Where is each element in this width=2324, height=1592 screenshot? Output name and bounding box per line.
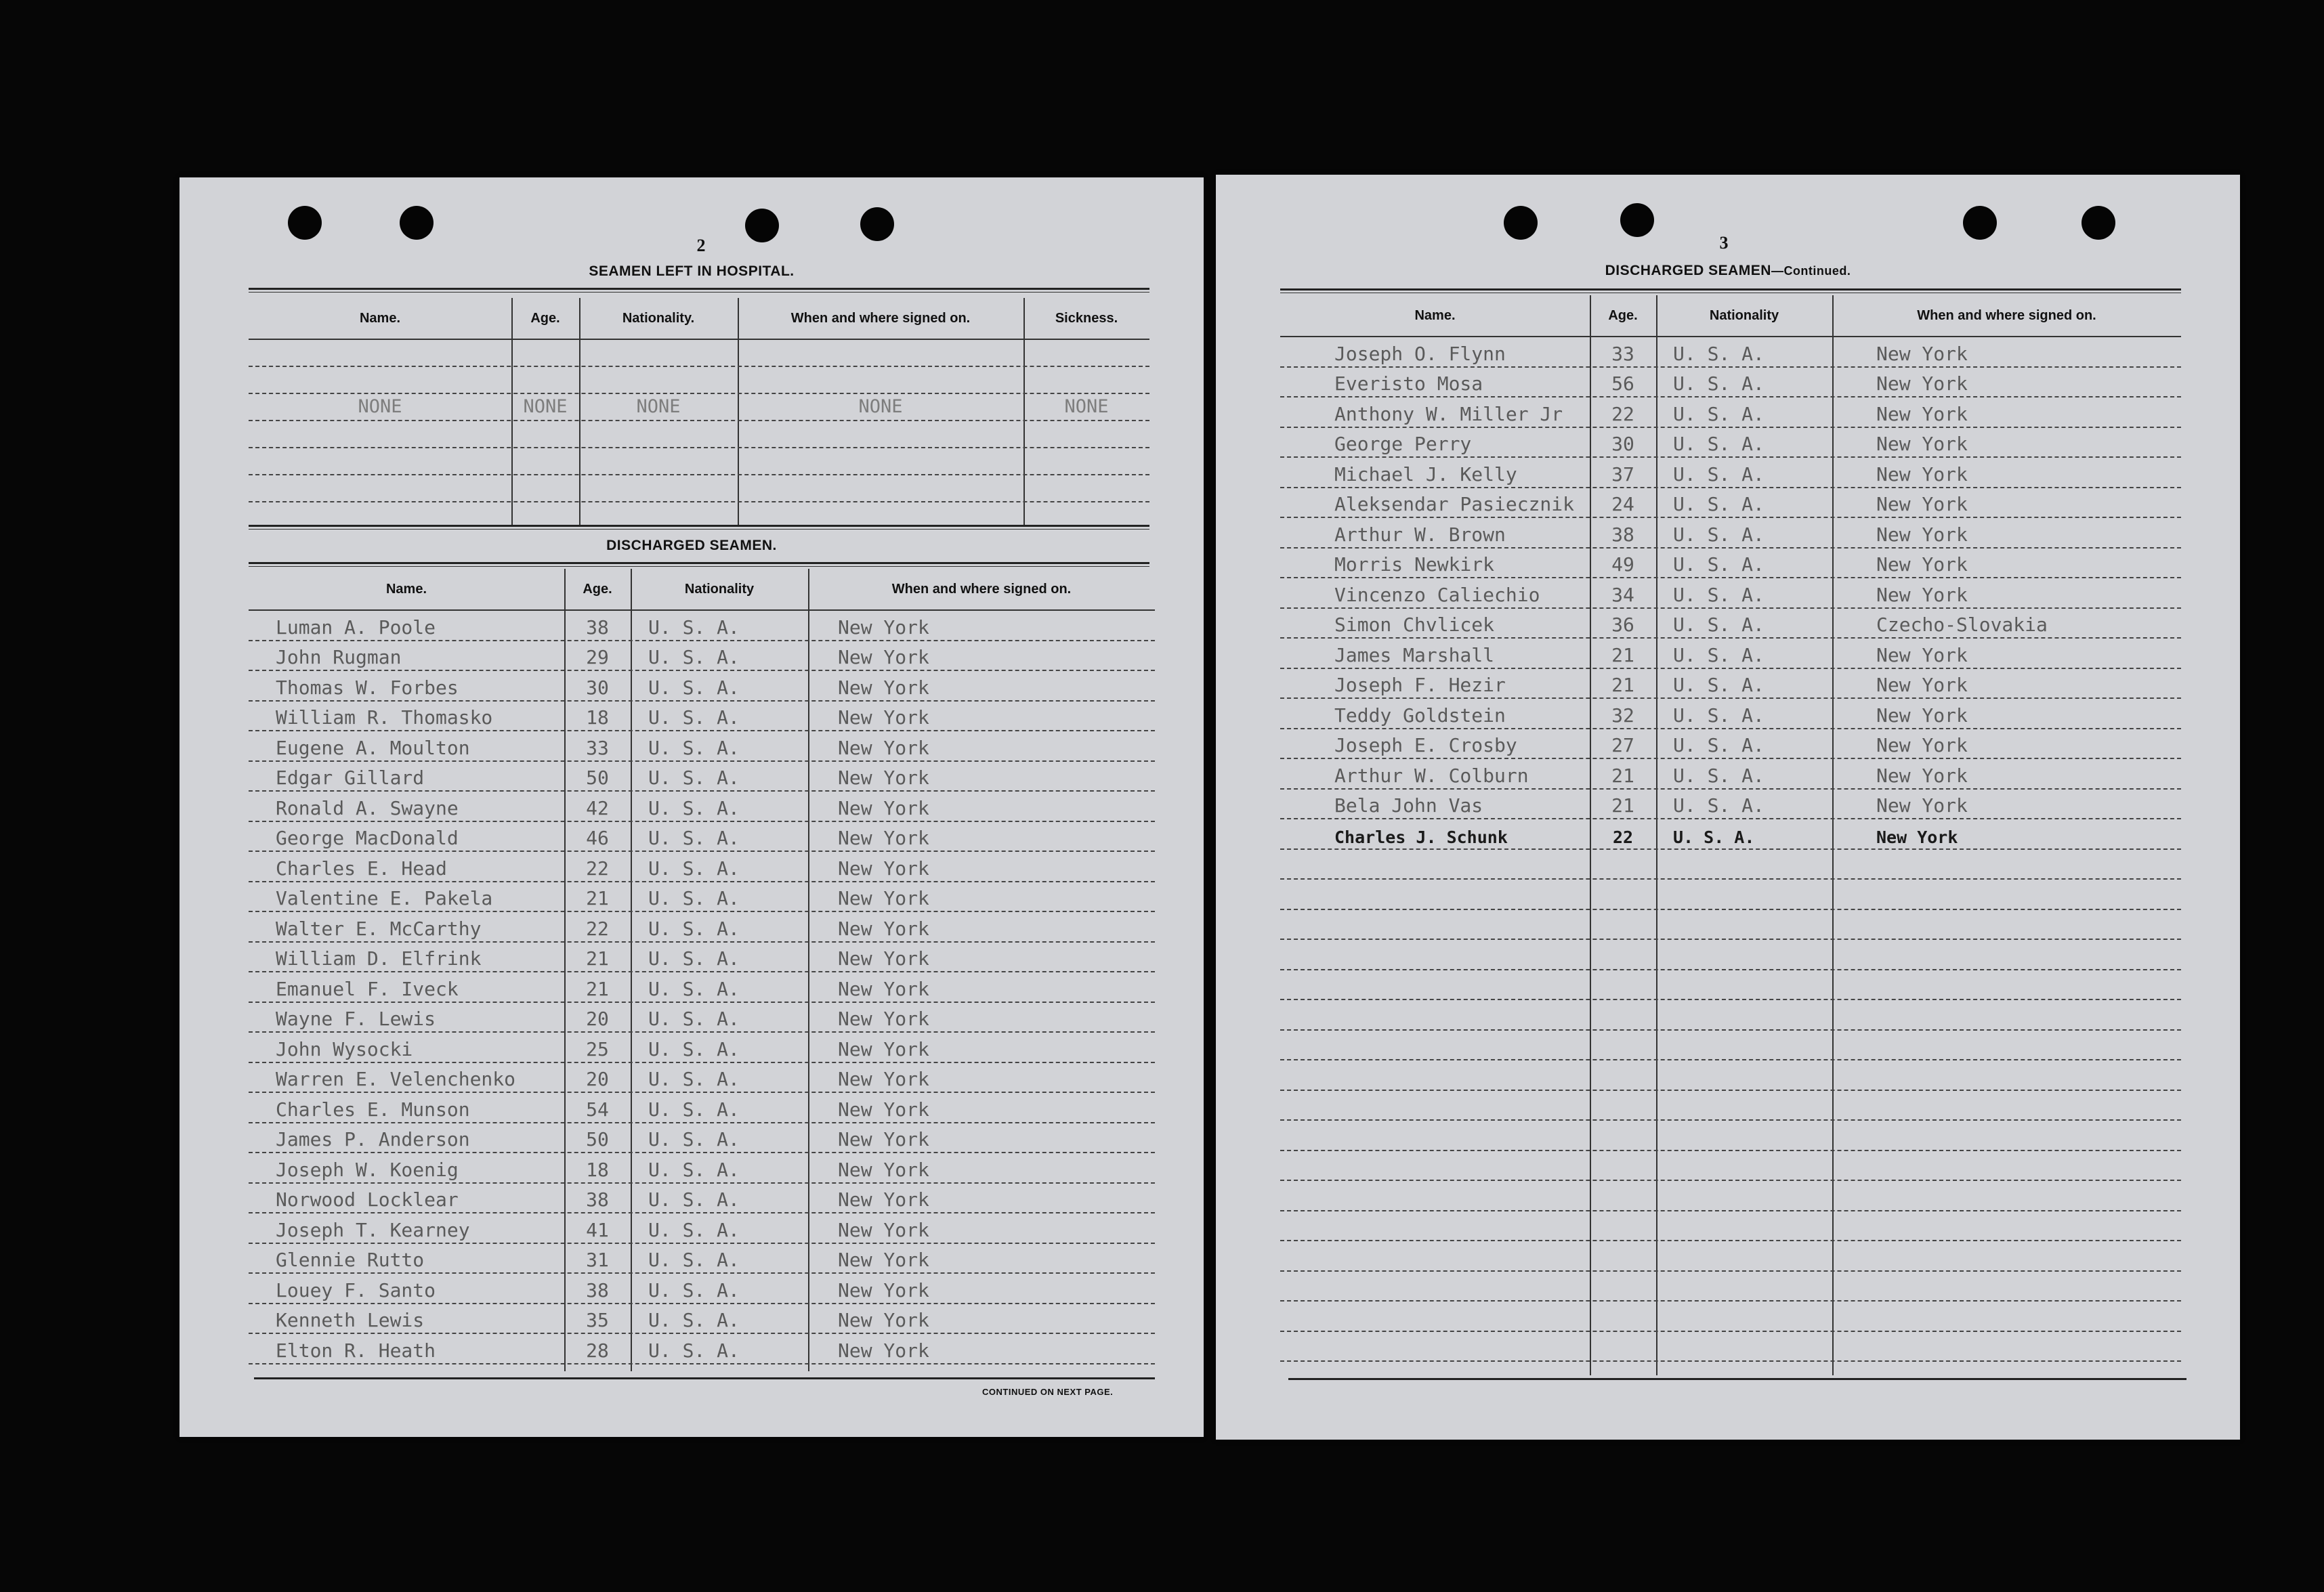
table-row xyxy=(1280,577,2181,609)
table-row xyxy=(249,1182,1155,1214)
seaman-nationality: U. S. A. xyxy=(648,887,740,909)
seaman-age: 21 xyxy=(586,947,609,970)
seaman-age: 21 xyxy=(586,977,609,1000)
right-page xyxy=(1216,175,2240,1440)
table-row xyxy=(249,393,1149,421)
seaman-age: 29 xyxy=(586,646,609,668)
seaman-signed-on: New York xyxy=(838,857,929,880)
seaman-nationality: U. S. A. xyxy=(1673,553,1765,576)
seaman-nationality: U. S. A. xyxy=(1673,342,1765,365)
seaman-name: Glennie Rutto xyxy=(276,1249,425,1271)
seaman-signed-on: New York xyxy=(838,1218,929,1241)
seaman-signed-on: New York xyxy=(838,646,929,668)
discharged-section-title: DISCHARGED SEAMEN. xyxy=(606,538,777,553)
seaman-age: 22 xyxy=(1612,827,1634,847)
punch-hole xyxy=(1504,206,1538,240)
hospital-sickness-value: NONE xyxy=(1064,396,1109,417)
blank-row xyxy=(1280,939,2181,970)
seaman-age: 36 xyxy=(1611,614,1634,636)
seaman-name: Norwood Locklear xyxy=(276,1188,459,1211)
seaman-signed-on: New York xyxy=(1876,493,1968,515)
seaman-age: 38 xyxy=(586,616,609,639)
blank-row xyxy=(1280,1119,2181,1151)
table-row xyxy=(249,730,1155,762)
seaman-nationality: U. S. A. xyxy=(648,1037,740,1060)
seaman-nationality: U. S. A. xyxy=(1673,827,1755,847)
blank-row xyxy=(1280,1029,2181,1061)
seaman-age: 21 xyxy=(586,887,609,909)
seaman-name: William R. Thomasko xyxy=(276,706,493,729)
seaman-age: 21 xyxy=(1611,643,1634,666)
seaman-age: 24 xyxy=(1611,493,1634,515)
blank-row xyxy=(1280,999,2181,1031)
page-number: 3 xyxy=(1719,233,1729,253)
header-sickness: Sickness. xyxy=(1055,311,1118,326)
title-main: DISCHARGED SEAMEN xyxy=(1605,263,1771,278)
seaman-signed-on: Czecho-Slovakia xyxy=(1876,614,2048,636)
seaman-signed-on: New York xyxy=(1876,827,1958,847)
seaman-signed-on: New York xyxy=(838,1158,929,1181)
seaman-nationality: U. S. A. xyxy=(648,917,740,940)
seaman-signed-on: New York xyxy=(838,1128,929,1150)
seaman-name: Kenneth Lewis xyxy=(276,1309,425,1331)
punch-hole xyxy=(2082,206,2115,240)
seaman-age: 42 xyxy=(586,796,609,819)
seaman-signed-on: New York xyxy=(1876,764,1968,787)
seaman-name: John Rugman xyxy=(276,646,402,668)
seaman-signed-on: New York xyxy=(1876,553,1968,576)
seaman-name: Joseph E. Crosby xyxy=(1334,734,1517,756)
seaman-signed-on: New York xyxy=(1876,704,1968,727)
table-row xyxy=(1280,517,2181,548)
seaman-age: 35 xyxy=(586,1309,609,1331)
seaman-nationality: U. S. A. xyxy=(648,646,740,668)
seaman-signed-on: New York xyxy=(838,1309,929,1331)
seaman-name: Warren E. Velenchenko xyxy=(276,1068,516,1090)
seaman-age: 30 xyxy=(586,676,609,699)
seaman-age: 38 xyxy=(586,1188,609,1211)
seaman-name: Joseph T. Kearney xyxy=(276,1218,470,1241)
seaman-nationality: U. S. A. xyxy=(648,1339,740,1362)
blank-row xyxy=(1280,1059,2181,1091)
seaman-signed-on: New York xyxy=(1876,523,1968,546)
page-number: 2 xyxy=(696,236,706,255)
table-row xyxy=(249,1031,1155,1063)
seaman-nationality: U. S. A. xyxy=(1673,462,1765,486)
seaman-nationality: U. S. A. xyxy=(1673,704,1765,727)
table-row xyxy=(1280,758,2181,790)
seaman-nationality: U. S. A. xyxy=(1673,643,1765,666)
seaman-signed-on: New York xyxy=(838,1068,929,1090)
seaman-age: 56 xyxy=(1611,372,1634,395)
seaman-name: Edgar Gillard xyxy=(276,767,425,789)
table-row xyxy=(249,760,1155,792)
seaman-nationality: U. S. A. xyxy=(1673,614,1765,636)
seaman-signed-on: New York xyxy=(1876,674,1968,696)
seaman-signed-on: New York xyxy=(838,676,929,699)
blank-row xyxy=(1280,1090,2181,1121)
seaman-nationality: U. S. A. xyxy=(648,977,740,1000)
hospital-table-header xyxy=(249,298,1149,340)
header-signed-on: When and where signed on. xyxy=(1917,308,2096,323)
table-row xyxy=(249,881,1155,913)
blank-row xyxy=(1280,1180,2181,1211)
seaman-age: 21 xyxy=(1611,794,1634,817)
table-row xyxy=(249,911,1155,943)
table-row xyxy=(249,1122,1155,1154)
blank-row xyxy=(1280,1300,2181,1332)
discharged-continued-header xyxy=(1280,295,2181,337)
seaman-name: Eugene A. Moulton xyxy=(276,736,470,759)
seaman-nationality: U. S. A. xyxy=(1673,402,1765,425)
table-row xyxy=(1280,668,2181,700)
seaman-signed-on: New York xyxy=(838,1008,929,1030)
header-age: Age. xyxy=(530,311,560,326)
seaman-age: 31 xyxy=(586,1249,609,1271)
seaman-nationality: U. S. A. xyxy=(1673,734,1765,756)
seaman-name: George MacDonald xyxy=(276,827,459,849)
seaman-name: Bela John Vas xyxy=(1334,794,1483,817)
header-name: Name. xyxy=(359,311,401,326)
seaman-signed-on: New York xyxy=(1876,643,1968,666)
section-rule xyxy=(249,288,1149,293)
seaman-name: Arthur W. Colburn xyxy=(1334,764,1529,787)
table-row xyxy=(1280,547,2181,579)
header-nationality: Nationality xyxy=(1709,308,1779,323)
seaman-age: 20 xyxy=(586,1008,609,1030)
seaman-age: 30 xyxy=(1611,433,1634,455)
table-row xyxy=(249,700,1155,732)
seaman-name: Joseph O. Flynn xyxy=(1334,342,1506,365)
section-rule xyxy=(1288,1378,2186,1380)
header-signed-on: When and where signed on. xyxy=(790,311,971,326)
punch-hole xyxy=(1963,206,1997,240)
table-row xyxy=(249,1092,1155,1123)
seaman-signed-on: New York xyxy=(838,736,929,759)
table-row xyxy=(1280,396,2181,428)
table-row xyxy=(1280,697,2181,729)
table-row xyxy=(249,670,1155,702)
table-row xyxy=(249,1152,1155,1184)
seaman-signed-on: New York xyxy=(838,827,929,849)
discharged-table xyxy=(249,569,1155,1371)
seaman-name: Teddy Goldstein xyxy=(1334,704,1506,727)
table-row xyxy=(249,1272,1155,1304)
seaman-signed-on: New York xyxy=(838,796,929,819)
seaman-nationality: U. S. A. xyxy=(1673,433,1765,455)
seaman-age: 22 xyxy=(586,857,609,880)
discharged-continued-table xyxy=(1280,295,2181,1375)
seaman-name: Vincenzo Caliechio xyxy=(1334,583,1540,606)
seaman-nationality: U. S. A. xyxy=(648,796,740,819)
header-age: Age. xyxy=(583,582,612,597)
table-row xyxy=(249,1212,1155,1244)
table-row xyxy=(1280,336,2181,368)
seaman-age: 25 xyxy=(586,1037,609,1060)
seaman-nationality: U. S. A. xyxy=(648,616,740,639)
seaman-name: Luman A. Poole xyxy=(276,616,436,639)
seaman-signed-on: New York xyxy=(838,917,929,940)
seaman-nationality: U. S. A. xyxy=(1673,794,1765,817)
seaman-signed-on: New York xyxy=(838,1249,929,1271)
header-nationality: Nationality. xyxy=(622,311,695,326)
punch-hole xyxy=(860,207,894,241)
seaman-signed-on: New York xyxy=(838,947,929,970)
seaman-signed-on: New York xyxy=(1876,433,1968,455)
table-row xyxy=(249,1243,1155,1274)
table-row xyxy=(249,640,1155,672)
seaman-age: 22 xyxy=(1611,402,1634,425)
seaman-age: 38 xyxy=(586,1278,609,1301)
seaman-age: 34 xyxy=(1611,583,1634,606)
blank-row xyxy=(1280,1210,2181,1242)
punch-hole xyxy=(1620,203,1654,237)
seaman-signed-on: New York xyxy=(1876,794,1968,817)
seaman-age: 21 xyxy=(1611,674,1634,696)
table-row xyxy=(249,1333,1155,1364)
seaman-nationality: U. S. A. xyxy=(1673,674,1765,696)
seaman-age: 20 xyxy=(586,1068,609,1090)
seaman-name: Emanuel F. Iveck xyxy=(276,977,459,1000)
seaman-nationality: U. S. A. xyxy=(1673,523,1765,546)
seaman-age: 41 xyxy=(586,1218,609,1241)
blank-row xyxy=(249,420,1149,448)
hospital-section-title: SEAMEN LEFT IN HOSPITAL. xyxy=(589,263,795,279)
seaman-age: 18 xyxy=(586,706,609,729)
seaman-name: John Wysocki xyxy=(276,1037,413,1060)
seaman-nationality: U. S. A. xyxy=(648,1249,740,1271)
seaman-signed-on: New York xyxy=(838,1278,929,1301)
seaman-name: Ronald A. Swayne xyxy=(276,796,459,819)
seaman-signed-on: New York xyxy=(1876,734,1968,756)
seaman-age: 38 xyxy=(1611,523,1634,546)
discharged-continued-title xyxy=(1216,263,2240,279)
hospital-age-value: NONE xyxy=(523,396,568,417)
seaman-name: Wayne F. Lewis xyxy=(276,1008,436,1030)
seaman-age: 21 xyxy=(1611,764,1634,787)
seaman-name: Valentine E. Pakela xyxy=(276,887,493,909)
table-row xyxy=(1280,487,2181,519)
table-row xyxy=(249,1062,1155,1094)
seaman-nationality: U. S. A. xyxy=(648,1128,740,1150)
blank-row xyxy=(1280,1270,2181,1302)
hospital-name-value: NONE xyxy=(358,396,402,417)
seaman-signed-on: New York xyxy=(838,977,929,1000)
seaman-name: Michael J. Kelly xyxy=(1334,462,1517,486)
blank-row xyxy=(1280,1331,2181,1362)
seaman-age: 22 xyxy=(586,917,609,940)
table-row xyxy=(1280,818,2181,850)
seaman-name: Louey F. Santo xyxy=(276,1278,436,1301)
seaman-signed-on: New York xyxy=(1876,372,1968,395)
blank-row xyxy=(1280,909,2181,941)
seaman-name: Joseph W. Koenig xyxy=(276,1158,459,1181)
table-row xyxy=(1280,427,2181,458)
seaman-signed-on: New York xyxy=(838,1037,929,1060)
seaman-nationality: U. S. A. xyxy=(648,706,740,729)
seaman-nationality: U. S. A. xyxy=(648,1309,740,1331)
header-name: Name. xyxy=(1414,308,1456,323)
table-row xyxy=(249,941,1155,973)
seaman-age: 37 xyxy=(1611,462,1634,486)
seaman-nationality: U. S. A. xyxy=(1673,493,1765,515)
table-row xyxy=(1280,456,2181,488)
header-name: Name. xyxy=(385,582,427,597)
seaman-nationality: U. S. A. xyxy=(648,767,740,789)
header-signed-on: When and where signed on. xyxy=(891,582,1072,597)
blank-row xyxy=(249,474,1149,502)
seaman-signed-on: New York xyxy=(1876,342,1968,365)
seaman-signed-on: New York xyxy=(1876,462,1968,486)
continued-note: CONTINUED ON NEXT PAGE. xyxy=(982,1387,1114,1397)
seaman-name: Arthur W. Brown xyxy=(1334,523,1506,546)
section-rule xyxy=(249,525,1149,530)
header-age: Age. xyxy=(1608,308,1638,323)
seaman-age: 54 xyxy=(586,1098,609,1121)
seaman-name: William D. Elfrink xyxy=(276,947,482,970)
punch-hole xyxy=(288,206,322,240)
seaman-name: Simon Chvlicek xyxy=(1334,614,1495,636)
seaman-nationality: U. S. A. xyxy=(648,947,740,970)
seaman-name: Everisto Mosa xyxy=(1334,372,1483,395)
seaman-name: Aleksendar Pasiecznik xyxy=(1334,493,1575,515)
table-row xyxy=(249,609,1155,641)
table-row xyxy=(249,821,1155,853)
seaman-name: James P. Anderson xyxy=(276,1128,470,1150)
seaman-name: Charles J. Schunk xyxy=(1334,827,1508,847)
seaman-age: 32 xyxy=(1611,704,1634,727)
seaman-age: 27 xyxy=(1611,734,1634,756)
seaman-signed-on: New York xyxy=(838,767,929,789)
header-nationality: Nationality xyxy=(684,582,755,597)
seaman-nationality: U. S. A. xyxy=(648,1158,740,1181)
seaman-nationality: U. S. A. xyxy=(648,676,740,699)
seaman-name: Thomas W. Forbes xyxy=(276,676,459,699)
seaman-age: 28 xyxy=(586,1339,609,1362)
blank-row xyxy=(249,366,1149,394)
section-rule xyxy=(254,1377,1155,1379)
hospital-table xyxy=(249,298,1149,525)
seaman-nationality: U. S. A. xyxy=(648,1068,740,1090)
seaman-nationality: U. S. A. xyxy=(1673,372,1765,395)
seaman-name: Charles E. Head xyxy=(276,857,447,880)
seaman-nationality: U. S. A. xyxy=(648,857,740,880)
blank-row xyxy=(249,339,1149,367)
seaman-signed-on: New York xyxy=(838,1098,929,1121)
seaman-nationality: U. S. A. xyxy=(648,1008,740,1030)
blank-row xyxy=(1280,878,2181,910)
seaman-age: 49 xyxy=(1611,553,1634,576)
table-row xyxy=(1280,788,2181,820)
seaman-signed-on: New York xyxy=(838,1188,929,1211)
seaman-nationality: U. S. A. xyxy=(648,1098,740,1121)
seaman-nationality: U. S. A. xyxy=(648,1278,740,1301)
seaman-name: Joseph F. Hezir xyxy=(1334,674,1506,696)
seaman-nationality: U. S. A. xyxy=(648,1218,740,1241)
seaman-name: Anthony W. Miller Jr xyxy=(1334,402,1563,425)
title-suffix: —Continued. xyxy=(1771,264,1851,278)
seaman-age: 33 xyxy=(1611,342,1634,365)
table-row xyxy=(1280,366,2181,398)
seaman-age: 18 xyxy=(586,1158,609,1181)
seaman-age: 46 xyxy=(586,827,609,849)
seaman-age: 50 xyxy=(586,767,609,789)
seaman-signed-on: New York xyxy=(838,887,929,909)
blank-row xyxy=(249,447,1149,475)
seaman-name: George Perry xyxy=(1334,433,1472,455)
table-row xyxy=(249,1303,1155,1335)
punch-hole xyxy=(400,206,434,240)
seaman-name: Walter E. McCarthy xyxy=(276,917,482,940)
blank-row xyxy=(1280,1150,2181,1182)
table-row xyxy=(249,1002,1155,1033)
blank-row xyxy=(1280,848,2181,880)
hospital-nationality-value: NONE xyxy=(636,396,681,417)
section-rule xyxy=(1280,288,2181,293)
seaman-signed-on: New York xyxy=(1876,583,1968,606)
blank-row xyxy=(1280,1240,2181,1272)
seaman-name: Charles E. Munson xyxy=(276,1098,470,1121)
blank-row xyxy=(1280,969,2181,1001)
seaman-name: Morris Newkirk xyxy=(1334,553,1495,576)
hospital-signed-on-value: NONE xyxy=(858,396,903,417)
section-rule xyxy=(249,562,1149,567)
table-row xyxy=(1280,728,2181,760)
left-page xyxy=(179,177,1204,1437)
seaman-nationality: U. S. A. xyxy=(648,1188,740,1211)
table-row xyxy=(249,790,1155,822)
seaman-signed-on: New York xyxy=(838,616,929,639)
seaman-nationality: U. S. A. xyxy=(648,736,740,759)
punch-hole xyxy=(745,209,779,242)
table-row xyxy=(249,851,1155,882)
discharged-table-header xyxy=(249,569,1155,611)
seaman-signed-on: New York xyxy=(1876,402,1968,425)
table-row xyxy=(1280,637,2181,669)
table-row xyxy=(249,971,1155,1003)
seaman-name: Elton R. Heath xyxy=(276,1339,436,1362)
seaman-nationality: U. S. A. xyxy=(1673,583,1765,606)
seaman-signed-on: New York xyxy=(838,706,929,729)
seaman-signed-on: New York xyxy=(838,1339,929,1362)
seaman-age: 50 xyxy=(586,1128,609,1150)
seaman-age: 33 xyxy=(586,736,609,759)
seaman-nationality: U. S. A. xyxy=(1673,764,1765,787)
table-row xyxy=(1280,607,2181,639)
seaman-nationality: U. S. A. xyxy=(648,827,740,849)
seaman-name: James Marshall xyxy=(1334,643,1495,666)
